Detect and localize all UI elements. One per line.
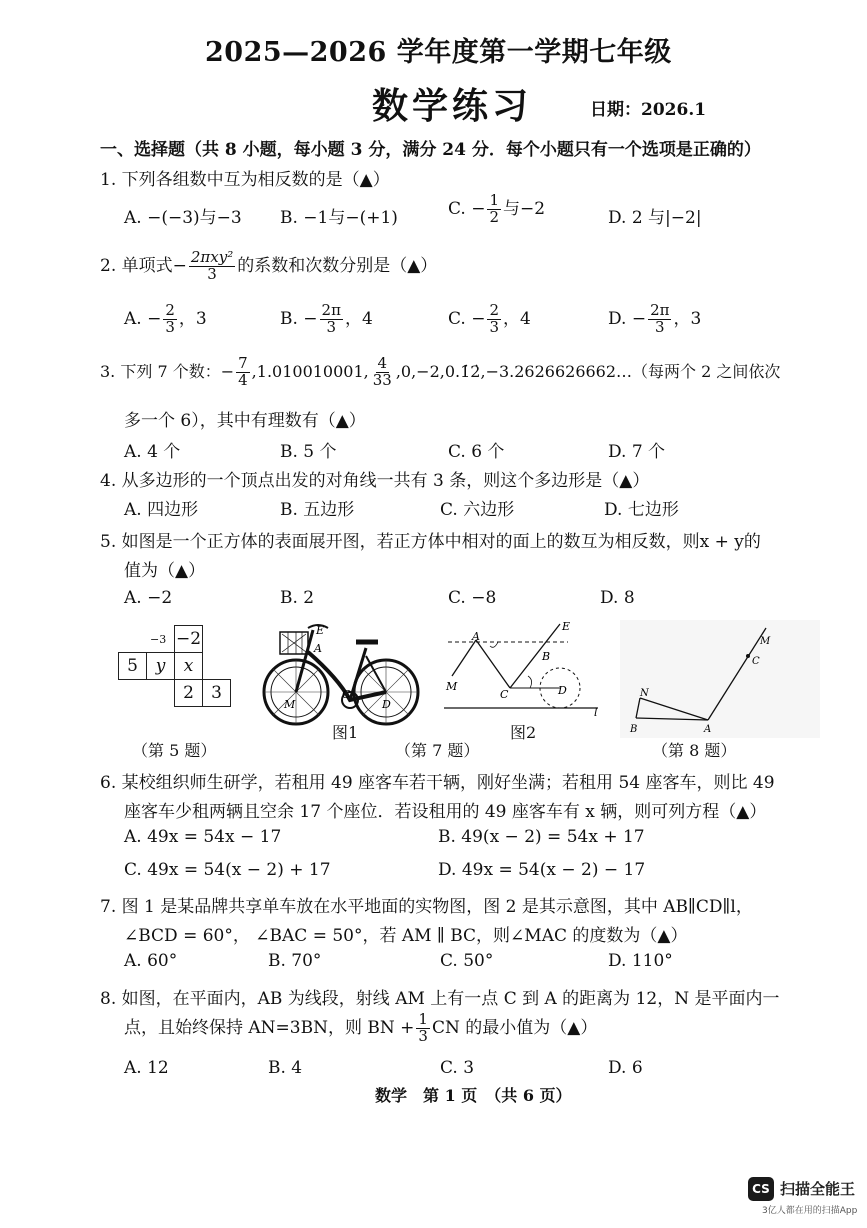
q1-option-b: B. −1与−(+1) — [280, 208, 398, 228]
q3-option-d: D. 7 个 — [608, 442, 666, 462]
fig2-label-m: M — [446, 680, 458, 693]
q3-option-a: A. 4 个 — [124, 442, 181, 462]
bike-label-d: D — [382, 698, 391, 711]
q4-stem: 4. 从多边形的一个顶点出发的对角线一共有 3 条，则这个多边形是（▲） — [100, 471, 650, 491]
q1-stem: 1. 下列各组数中互为相反数的是（▲） — [100, 170, 390, 190]
fig2-label-a: A — [472, 630, 480, 643]
bike-label-e: E — [316, 624, 325, 637]
q2-stem: 2. 单项式− $\frac{\text{2πxy²}}{3}$ 的系数和次数分别是（▲） — [100, 248, 438, 283]
q5-option-a: A. −2 — [124, 588, 173, 608]
net-cell: 5 — [119, 653, 147, 680]
scanner-badge-icon: CS — [748, 1177, 774, 1201]
fig2-label-l: l — [594, 706, 598, 719]
scanner-tagline: 3亿人都在用的扫描App — [762, 1206, 858, 1216]
q6-stem-line2: 座客车少租两辆且空余 17 个座位．若设租用的 49 座客车有 x 辆，则可列方程（▲） — [124, 802, 767, 822]
net-cell: 2 — [175, 680, 203, 707]
q7-option-a: A. 60° — [124, 951, 178, 971]
q8-stem: 8. 如图，在平面内，AB 为线段，射线 AM 上有一点 C 到 A 的距离为 12，N 是平面内一 — [100, 989, 780, 1009]
q8-option-a: A. 12 — [124, 1058, 169, 1078]
scanner-app-name: 扫描全能王 — [780, 1180, 856, 1198]
scanner-logo — [748, 1177, 774, 1201]
q7-stem: 7. 图 1 是某品牌共享单车放在水平地面的实物图，图 2 是其示意图，其中 AB∥CD∥l， — [100, 897, 753, 917]
q5-option-c: C. −8 — [448, 588, 497, 608]
fig2-label-e: E — [562, 620, 571, 633]
q7-option-d: D. 110° — [608, 951, 673, 971]
q6-option-a: A. 49x = 54x − 17 — [124, 827, 282, 847]
q7-option-c: C. 50° — [440, 951, 494, 971]
q8-option-b: B. 4 — [268, 1058, 303, 1078]
fig8-label-b: B — [630, 724, 638, 735]
q5-stem: 5. 如图是一个正方体的表面展开图，若正方体中相对的面上的数互为相反数，则x + y的 — [100, 532, 761, 552]
q8-option-c: C. 3 — [440, 1058, 475, 1078]
section-heading: 一、选择题（共 8 小题，每小题 3 分，满分 24 分．每个小题只有一个选项是正确的） — [100, 140, 761, 160]
q4-option-d: D. 七边形 — [604, 500, 679, 520]
q5-stem-line2: 值为（▲） — [124, 561, 206, 581]
bike-label-c: C — [342, 688, 351, 701]
cube-net-figure — [118, 625, 231, 707]
q2-option-c: C. − $\frac{2}{3}$ ，4 — [448, 301, 531, 336]
q6-option-d: D. 49x = 54(x − 2) − 17 — [438, 860, 646, 880]
q4-option-a: A. 四边形 — [124, 500, 199, 520]
q5-figure-caption: （第 5 题） — [132, 741, 217, 760]
net-cell: x — [175, 653, 203, 680]
q2-option-b: B. − $\frac{2\pi}{3}$ ，4 — [280, 301, 373, 336]
q3-option-b: B. 5 个 — [280, 442, 337, 462]
q7-stem-line2: ∠BCD = 60°， ∠BAC = 50°，若 AM ∥ BC，则∠MAC 的度数为（▲） — [124, 926, 688, 946]
cube-net — [118, 625, 231, 707]
q5-option-b: B. 2 — [280, 588, 315, 608]
fig2-label-c: C — [500, 688, 509, 701]
q8-option-d: D. 6 — [608, 1058, 643, 1078]
q8-figure-caption: （第 8 题） — [652, 741, 737, 760]
q7-figure-caption: （第 7 题） — [395, 741, 480, 760]
q1-option-d: D. 2 与|−2| — [608, 208, 702, 228]
q6-option-b: B. 49(x − 2) = 54x + 17 — [438, 827, 645, 847]
net-cell: y — [147, 653, 175, 680]
q6-stem: 6. 某校组织师生研学，若租用 49 座客车若干辆，刚好坐满；若租用 54 座客车，则比 49 — [100, 773, 775, 793]
q1-option-a: A. −(−3)与−3 — [124, 208, 242, 228]
bike-label-m: M — [284, 698, 296, 711]
exam-date: 日期：2026.1 — [590, 100, 707, 120]
net-mark: −3 — [150, 633, 167, 646]
q1-option-c: C. − $\frac{1}{2}$ 与−2 — [448, 191, 546, 226]
q7-option-b: B. 70° — [268, 951, 322, 971]
q4-option-b: B. 五边形 — [280, 500, 355, 520]
q3-option-c: C. 6 个 — [448, 442, 505, 462]
q6-option-c: C. 49x = 54(x − 2) + 17 — [124, 860, 331, 880]
schematic-figure — [438, 618, 608, 720]
q8-stem-line2: 点，且始终保持 AN=3BN，则 BN + $\frac{1}{3}$ CN 的最小值为（▲） — [124, 1010, 598, 1045]
q3-stem: 3. 下列 7 个数：− $\frac{7}{4}$ ,1.010010001, $\frac{4}{33}$ ,0,−2,0.1̇2̇,−3.2626626662…（每两个 2 之间依次 — [100, 354, 781, 389]
q5-option-d: D. 8 — [600, 588, 635, 608]
fig2-label-d: D — [558, 684, 567, 697]
net-cell: −2 — [175, 626, 203, 653]
page-footer: 数学 第 1 页 （共 6 页） — [375, 1086, 572, 1105]
fig8-label-m: M — [760, 636, 771, 647]
exam-header: 2025—2026 学年度第一学期七年级 — [205, 37, 672, 68]
page-title: 数学练习 — [372, 85, 533, 127]
bike-label-a: A — [314, 642, 322, 655]
fig2-label-b: B — [542, 650, 551, 663]
fig8-label-n: N — [640, 688, 649, 699]
fig8-label-c: C — [752, 656, 760, 667]
figure-1-caption: 图1 — [332, 723, 359, 742]
q2-option-d: D. − $\frac{2\pi}{3}$ ，3 — [608, 301, 702, 336]
q3-stem-line2: 多一个 6），其中有理数有（▲） — [124, 411, 366, 431]
figure-2-caption: 图2 — [510, 723, 537, 742]
fig8-label-a: A — [704, 724, 712, 735]
q2-option-a: A. − $\frac{2}{3}$ ，3 — [124, 301, 207, 336]
q8-figure — [620, 620, 820, 738]
q4-option-c: C. 六边形 — [440, 500, 515, 520]
net-cell: 3 — [203, 680, 231, 707]
